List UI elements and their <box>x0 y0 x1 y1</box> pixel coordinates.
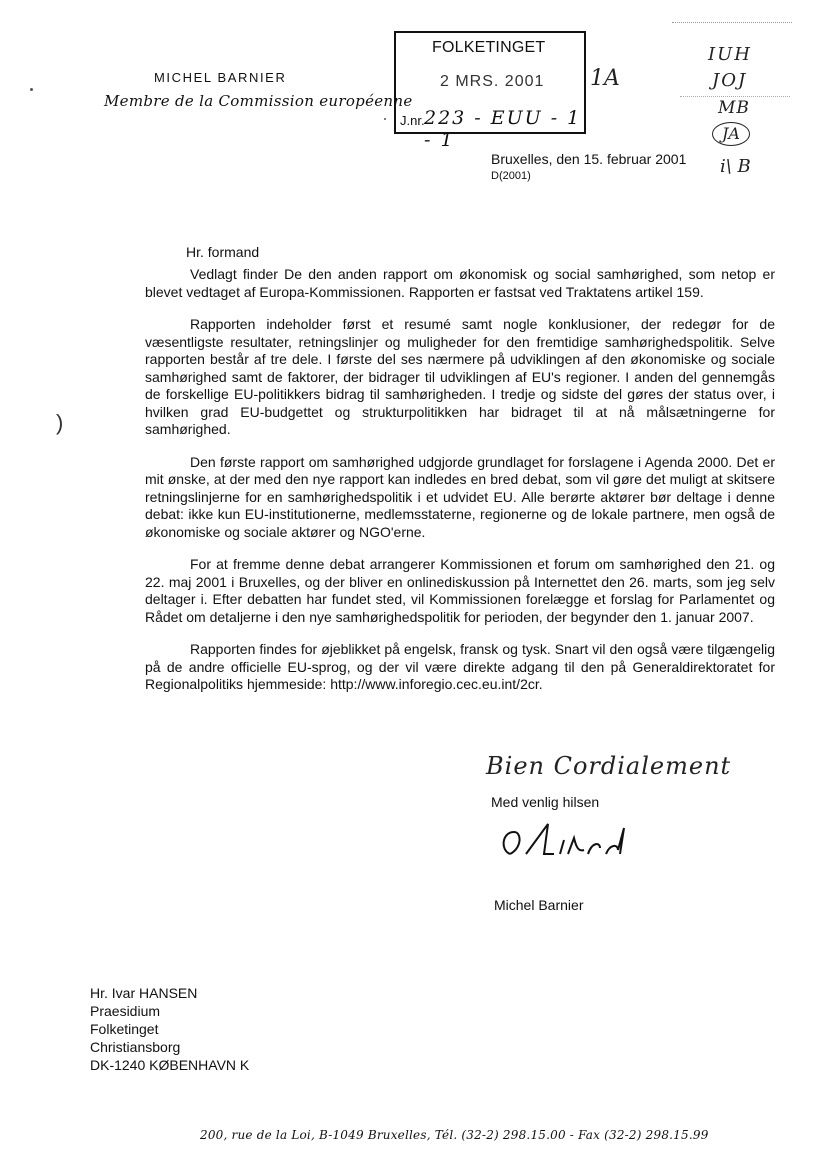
received-stamp <box>394 31 586 151</box>
salutation: Hr. formand <box>186 244 260 260</box>
scan-mark-line <box>680 96 790 97</box>
scan-mark-line <box>672 22 792 23</box>
address-line: Praesidium <box>90 1003 161 1019</box>
handwritten-signature <box>496 818 646 868</box>
stamp-date: 2 MRS. 2001 <box>440 73 545 90</box>
sender-name: MICHEL BARNIER <box>154 70 287 85</box>
letter-reference: D(2001) <box>491 170 531 182</box>
handwritten-initials-mb: MB <box>718 98 750 118</box>
address-line: DK-1240 KØBENHAVN K <box>90 1057 250 1073</box>
handwritten-initials-1a: 1A <box>590 66 620 91</box>
letter-body <box>145 266 775 709</box>
punch-hole-mark: ) <box>56 410 64 435</box>
body-paragraph: Rapporten indeholder først et resumé samt nogle konklusioner, der redegør for de væsentligste resultater, retningslinjer og muligheder for den fremtidige samhørighedspolitik. Selve rapporten består af tre dele. I første del ses nærmere på udviklingen af den økonomiske og sociale samhørighed samt de faktorer, der bidrager til udviklingen af EU's regioner. I anden del gennemgås de forskellige EU-politikkers bidrag til samhørigheden. I tredje og sidste del gøres der status over, i hvilken grad EU-budgettet og strukturpolitikken har bidraget til at nå målsætningerne for samhørighed. <box>145 316 775 437</box>
handwritten-greeting: Bien Cordialement <box>486 752 732 780</box>
footer-address: 200, rue de la Loi, B-1049 Bruxelles, Tél. (32-2) 298.15.00 - Fax (32-2) 298.15.99 <box>200 1128 709 1142</box>
signatory-name: Michel Barnier <box>494 897 584 913</box>
handwritten-initials-ja: JA <box>712 122 750 146</box>
stamp-jnr-label: J.nr. <box>400 113 425 128</box>
address-line: Christiansborg <box>90 1039 181 1055</box>
stamp-title: FOLKETINGET <box>432 39 546 56</box>
body-paragraph: Den første rapport om samhørighed udgjorde grundlaget for forslagene i Agenda 2000. Det er mit ønske, at der med den nye rapport kan indledes en bred debat, som vil gøre det muligt at skitsere retningslinjerne for en samhørighedspolitik i et udvidet EU. Alle berørte aktører bør deltage i denne debat: ikke kun EU-institutionerne, medlemsstaterne, regionerne og de lokale partnere, men også de økonomiske og sociale aktører og NGO'erne. <box>145 453 775 540</box>
letter-date: Bruxelles, den 15. februar 2001 <box>491 151 687 167</box>
stamp-jnr-value: 223 - EUU - 1 - 1 <box>424 107 582 151</box>
handwritten-initials-iuh: IUH <box>708 44 752 65</box>
recipient-address <box>90 984 249 1074</box>
sender-role: Membre de la Commission européenne <box>104 92 413 110</box>
address-line: Folketinget <box>90 1021 159 1037</box>
address-line: Hr. Ivar HANSEN <box>90 985 198 1001</box>
scan-dot <box>384 118 386 120</box>
closing: Med venlig hilsen <box>491 794 600 810</box>
handwritten-initials-b: i\ B <box>720 156 751 177</box>
body-paragraph: For at fremme denne debat arrangerer Kommissionen et forum om samhørighed den 21. og 22. maj 2001 i Bruxelles, og der bliver en onlinediskussion på Internettet den 26. marts, som jeg selv deltager i. Efter debatten har fundet sted, vil Kommissionen forelægge et forslag for Parlamentet og Rådet om detaljerne i den nye samhørighedspolitik for perioden, der begynder den 1. januar 2007. <box>145 556 775 625</box>
body-paragraph: Vedlagt finder De den anden rapport om økonomisk og social samhørighed, som netop er blevet vedtaget af Europa-Kommissionen. Rapporten er fastsat ved Traktatens artikel 159. <box>145 266 775 300</box>
body-paragraph: Rapporten findes for øjeblikket på engelsk, fransk og tysk. Snart vil den også være tilgængelig på de andre officielle EU-sprog, og der vil være direkte adgang til den på Generaldirektoratet for Regionalpolitiks hjemmeside: http://www.inforegio.cec.eu.int/2cr. <box>145 641 775 692</box>
scan-dot <box>30 88 33 91</box>
handwritten-initials-joj: JOJ <box>712 70 748 91</box>
